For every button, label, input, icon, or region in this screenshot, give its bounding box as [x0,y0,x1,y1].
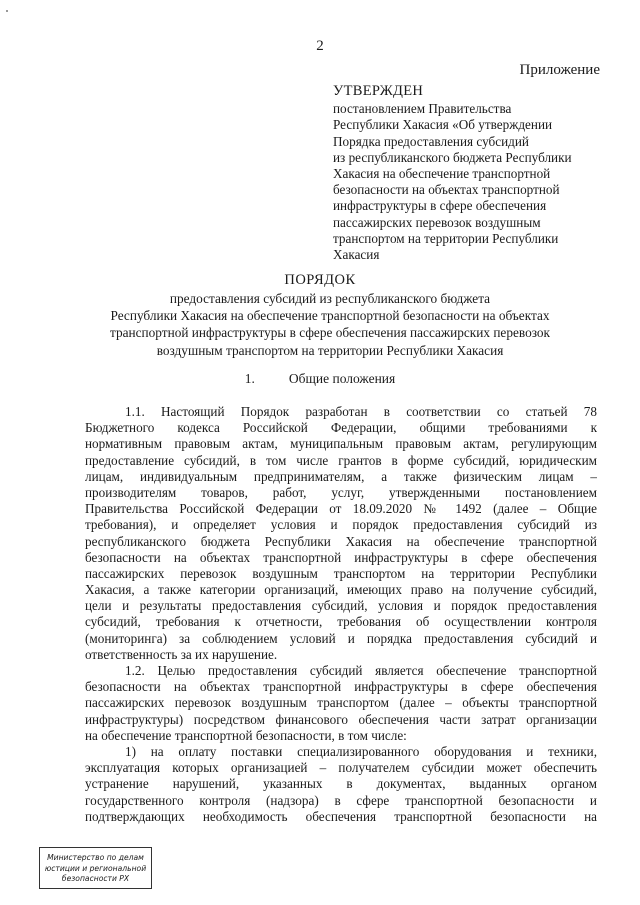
body-line: на обеспечение транспортной безопасности, в том числе: [85,727,407,743]
document-subtitle [70,290,590,359]
body-line: безопасности на объектах транспортной инфраструктуры в сфере обеспечения [85,549,597,565]
stamp-line: Министерство по делам [47,853,144,862]
subtitle-line: транспортной инфраструктуры в сфере обеспечения пассажирских перевозок [109,325,551,341]
approval-line: Порядка предоставления субсидий [333,133,529,149]
stamp-line: юстиции и региональной [44,863,147,873]
body-text [85,404,597,825]
body-line: 1.1. Настоящий Порядок разработан в соответствии со статьей 78 [125,404,597,419]
section-heading [0,371,640,387]
body-line: пассажирских перевозок воздушным транспортом (далее – объекты транспортной [85,695,597,711]
body-line: Хакасия, а также категории организаций, имеющих право на получение субсидий, [85,582,597,598]
body-line: 1.2. Целью предоставления субсидий является обеспечение транспортной [125,663,597,678]
approval-title: УТВЕРЖДЕН [333,83,424,99]
approval-line: Хакасия [333,247,380,263]
approval-line: пассажирских перевозок воздушным [333,214,541,230]
body-line: республиканского бюджета Республики Хакасия на обеспечение транспортной [85,533,597,549]
body-line: субсидий, требования к отчетности, требования об осуществлении контроля [85,614,597,630]
body-line: нормативным правовым актам, муниципальным правовым актам, регулирующим [85,436,597,452]
approval-line: транспортом на территории Республики [333,230,559,246]
body-line: цели и результаты предоставления субсидий, условия и порядок предоставления [85,598,597,614]
subtitle-line: предоставления субсидий из республиканского бюджета [169,291,491,306]
body-line: государственного контроля (надзора) в сфере транспортной безопасности и [85,792,597,808]
section-number: 1. [244,371,255,386]
body-line: Правительства Российской Федерации от 18.09.2020 № 1492 (далее – Общие [85,501,597,517]
approval-line: инфраструктуры в сфере обеспечения [333,198,547,214]
body-line: устранение нарушений, указанных в документах, выданных органом [85,776,597,792]
body-line: пассажирских перевозок воздушным транспортом на территории Республики [85,565,597,581]
body-line: ответственность за их нарушение. [85,646,278,662]
scan-artifact [6,10,8,12]
page-number: 2 [316,38,324,54]
body-line: (мониторинга) за соблюдением условий и порядка предоставления субсидий и [85,630,597,646]
approval-line: безопасности на объектах транспортной [333,182,560,198]
approval-block [333,83,603,263]
body-line: производителям товаров, работ, услуг, утвержденными постановлением [85,484,597,500]
stamp-line: безопасности РХ [61,874,130,883]
approval-lines [333,101,603,263]
ministry-stamp [39,847,152,889]
subtitle-line: воздушным транспортом на территории Республики Хакасия [156,342,504,358]
body-line: требования), и определяет условия и порядок предоставления субсидий из [85,517,597,533]
subtitle-line: Республики Хакасия на обеспечение транспортной безопасности на объектах [110,308,550,324]
body-line: Бюджетного кодекса Российской Федерации, общими требованиями к [85,420,597,436]
body-line: 1) на оплату поставки специализированного оборудования и техники, [125,743,597,759]
body-line: эксплуатация которых организацией – получателем субсидии может обеспечить [85,760,597,776]
body-line: безопасности на объектах транспортной инфраструктуры в сфере обеспечения [85,679,597,695]
body-line: лицам, индивидуальным предпринимателям, а также физическим лицам – [85,468,597,484]
body-line: подтверждающих необходимость обеспечения транспортной безопасности на [85,808,597,824]
appendix-label: Приложение [519,62,600,78]
approval-line: из республиканского бюджета Республики [333,149,572,165]
body-line: инфраструктуры) посредством финансового обеспечения части затрат организации [85,711,597,727]
document-title: ПОРЯДОК [284,272,356,288]
section-title: Общие положения [288,371,396,386]
approval-line: Республики Хакасия «Об утверждении [333,117,553,133]
approval-line: постановлением Правительства [333,101,512,117]
approval-line: Хакасия на обеспечение транспортной [333,166,551,182]
body-line: предоставление субсидий, в том числе грантов в форме субсидий, юридическим [85,452,597,468]
